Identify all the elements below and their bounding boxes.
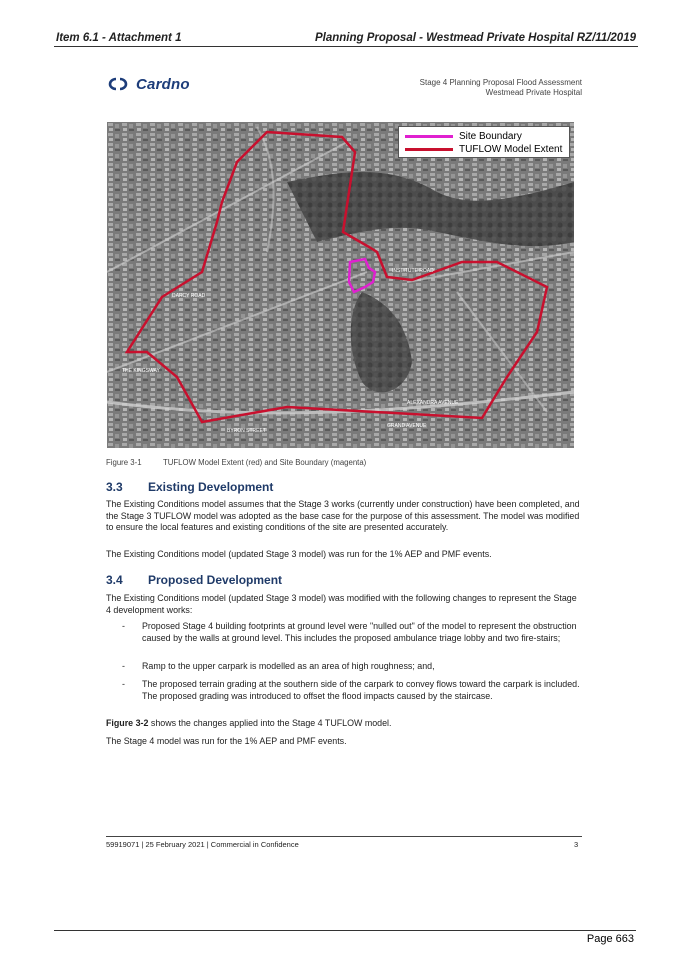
paragraph-figure-reference xyxy=(106,718,581,730)
page-header xyxy=(54,30,638,47)
legend-label-site-boundary: Site Boundary xyxy=(459,130,522,142)
section-title: Proposed Development xyxy=(148,573,283,587)
bullet-text: Proposed Stage 4 building footprints at ground level were "nulled out" of the model to represent the obstruction caused by the walls at ground level. This includes the proposed ambulance triage lobby and two fire-stairs; xyxy=(142,621,577,643)
figure-reference-bold: Figure 3-2 xyxy=(106,718,149,728)
section-heading-3-3 xyxy=(106,480,273,494)
section-title: Existing Development xyxy=(148,480,274,494)
legend-swatch-red xyxy=(405,148,453,151)
aerial-map-image xyxy=(107,122,574,448)
document-title xyxy=(420,78,582,98)
paragraph-existing-1: The Existing Conditions model assumes that the Stage 3 works (currently under construction) have been completed, and the Stage 3 TUFLOW model was adopted as the base case for the purpose of this assessment. The model was modified to ensure the local features and existing conditions of the site are presented accurately. xyxy=(106,499,580,532)
section-heading-3-4 xyxy=(106,573,282,587)
map-legend xyxy=(398,126,570,158)
section-number: 3.4 xyxy=(106,573,123,587)
bullet-text: Ramp to the upper carpark is modelled as an area of high roughness; and, xyxy=(142,661,435,671)
street-label-byron: BYRON STREET xyxy=(227,428,266,434)
figure-caption-text: TUFLOW Model Extent (red) and Site Boundary (magenta) xyxy=(163,458,367,467)
list-item xyxy=(122,661,582,673)
bullet-dash: - xyxy=(122,661,125,671)
paragraph-existing-2: The Existing Conditions model (updated Stage 3 model) was run for the 1% AEP and PMF events. xyxy=(106,549,492,559)
footer-left-text: 59919071 | 25 February 2021 | Commercial in Confidence xyxy=(106,840,299,849)
footer-page-index: 3 xyxy=(574,840,579,849)
street-label-grand: GRAND AVENUE xyxy=(387,423,427,429)
doc-title-line2: Westmead Private Hospital xyxy=(485,88,582,97)
street-label-darcy: DARCY ROAD xyxy=(172,293,206,299)
paragraph-closing: The Stage 4 model was run for the 1% AEP and PMF events. xyxy=(106,736,347,746)
page-divider xyxy=(54,930,636,931)
figure-caption xyxy=(106,458,366,467)
page-number: Page 663 xyxy=(586,933,634,945)
legend-swatch-magenta xyxy=(405,135,453,138)
bullet-text: The proposed terrain grading at the southern side of the carpark to convey flows toward the carpark is included. The proposed grading was introduced to offset the flood impacts caused by the staircase. xyxy=(142,679,580,701)
figure-caption-number: Figure 3-1 xyxy=(106,458,142,467)
legend-item-tuflow-extent xyxy=(405,143,562,155)
street-label-institute: INSTITUTE ROAD xyxy=(392,268,434,274)
aerial-map-figure xyxy=(107,122,574,448)
cardno-logo-icon xyxy=(106,76,132,92)
header-left-text: Item 6.1 - Attachment 1 xyxy=(56,32,182,44)
section-number: 3.3 xyxy=(106,480,123,494)
list-item xyxy=(122,621,582,657)
logo-text: Cardno xyxy=(136,75,190,93)
figure-reference-text: shows the changes applied into the Stage 4 TUFLOW model. xyxy=(148,718,392,728)
list-item xyxy=(122,679,582,715)
paragraph-proposed-intro: The Existing Conditions model (updated Stage 3 model) was modified with the following changes to represent the Stage 4 development works: xyxy=(106,593,577,615)
footer-divider xyxy=(106,836,582,837)
street-label-alexandra: ALEXANDRA AVENUE xyxy=(407,400,459,406)
doc-title-line1: Stage 4 Planning Proposal Flood Assessment xyxy=(419,78,582,87)
street-label-kingsway: THE KINGSWAY xyxy=(122,368,160,374)
header-right-text: Planning Proposal - Westmead Private Hospital RZ/11/2019 xyxy=(314,32,636,44)
legend-item-site-boundary xyxy=(405,130,522,142)
bullet-dash: - xyxy=(122,679,125,689)
cardno-logo xyxy=(106,74,190,94)
bullet-dash: - xyxy=(122,621,125,631)
legend-label-tuflow-extent: TUFLOW Model Extent xyxy=(459,143,563,155)
